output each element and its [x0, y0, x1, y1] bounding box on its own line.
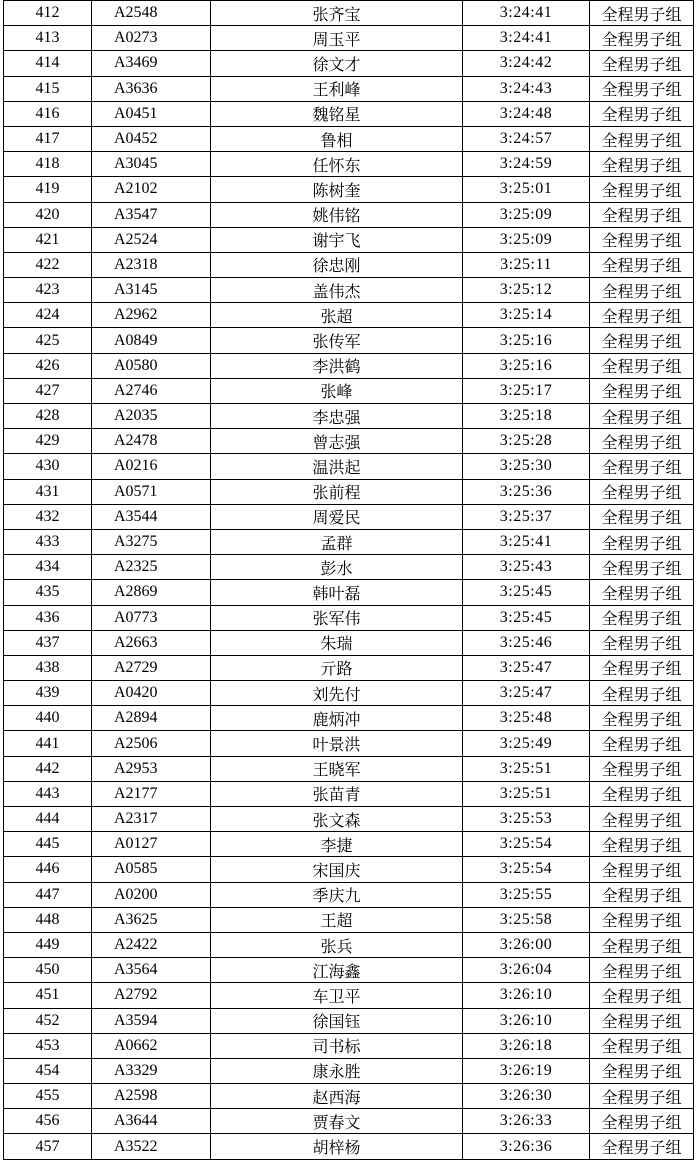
rank-cell: 417	[4, 126, 92, 151]
table-row	[4, 429, 694, 454]
finish-time-cell: 3:25:47	[463, 655, 590, 680]
runner-name-cell: 王利峰	[211, 76, 463, 101]
table-row	[4, 303, 694, 328]
table-row	[4, 328, 694, 353]
runner-name-cell: 谢宇飞	[211, 227, 463, 252]
category-cell: 全程男子组	[590, 303, 694, 328]
rank-cell: 433	[4, 529, 92, 554]
rank-cell: 453	[4, 1033, 92, 1058]
table-row	[4, 1109, 694, 1134]
table-row	[4, 630, 694, 655]
finish-time-cell: 3:25:54	[463, 857, 590, 882]
rank-cell: 421	[4, 227, 92, 252]
category-cell: 全程男子组	[590, 51, 694, 76]
runner-name-cell: 亓路	[211, 655, 463, 680]
bib-number-cell: A2598	[92, 1084, 211, 1109]
table-row	[4, 529, 694, 554]
table-row	[4, 1058, 694, 1083]
rank-cell: 452	[4, 1008, 92, 1033]
finish-time-cell: 3:26:04	[463, 958, 590, 983]
runner-name-cell: 周爱民	[211, 504, 463, 529]
rank-cell: 430	[4, 454, 92, 479]
category-cell: 全程男子组	[590, 353, 694, 378]
runner-name-cell: 赵西海	[211, 1084, 463, 1109]
table-row	[4, 177, 694, 202]
table-row	[4, 504, 694, 529]
rank-cell: 447	[4, 882, 92, 907]
bib-number-cell: A2478	[92, 429, 211, 454]
category-cell: 全程男子组	[590, 857, 694, 882]
rank-cell: 455	[4, 1084, 92, 1109]
runner-name-cell: 康永胜	[211, 1058, 463, 1083]
bib-number-cell: A3469	[92, 51, 211, 76]
rank-cell: 420	[4, 202, 92, 227]
bib-number-cell: A0200	[92, 882, 211, 907]
rank-cell: 425	[4, 328, 92, 353]
runner-name-cell: 王晓军	[211, 756, 463, 781]
bib-number-cell: A0662	[92, 1033, 211, 1058]
bib-number-cell: A2317	[92, 807, 211, 832]
category-cell: 全程男子组	[590, 630, 694, 655]
runner-name-cell: 张峰	[211, 378, 463, 403]
finish-time-cell: 3:25:51	[463, 756, 590, 781]
runner-name-cell: 胡梓杨	[211, 1134, 463, 1159]
runner-name-cell: 周玉平	[211, 26, 463, 51]
finish-time-cell: 3:25:46	[463, 630, 590, 655]
category-cell: 全程男子组	[590, 252, 694, 277]
finish-time-cell: 3:25:28	[463, 429, 590, 454]
runner-name-cell: 李捷	[211, 832, 463, 857]
runner-name-cell: 张超	[211, 303, 463, 328]
category-cell: 全程男子组	[590, 529, 694, 554]
finish-time-cell: 3:24:43	[463, 76, 590, 101]
finish-time-cell: 3:25:18	[463, 404, 590, 429]
category-cell: 全程男子组	[590, 328, 694, 353]
category-cell: 全程男子组	[590, 177, 694, 202]
finish-time-cell: 3:25:49	[463, 731, 590, 756]
category-cell: 全程男子组	[590, 454, 694, 479]
runner-name-cell: 魏铭星	[211, 101, 463, 126]
table-row	[4, 555, 694, 580]
runner-name-cell: 张前程	[211, 479, 463, 504]
finish-time-cell: 3:25:14	[463, 303, 590, 328]
finish-time-cell: 3:25:09	[463, 202, 590, 227]
finish-time-cell: 3:24:41	[463, 26, 590, 51]
bib-number-cell: A2325	[92, 555, 211, 580]
table-row	[4, 1033, 694, 1058]
runner-name-cell: 李忠强	[211, 404, 463, 429]
finish-time-cell: 3:25:48	[463, 706, 590, 731]
runner-name-cell: 王超	[211, 907, 463, 932]
bib-number-cell: A2506	[92, 731, 211, 756]
category-cell: 全程男子组	[590, 555, 694, 580]
table-row	[4, 983, 694, 1008]
bib-number-cell: A2953	[92, 756, 211, 781]
bib-number-cell: A0571	[92, 479, 211, 504]
finish-time-cell: 3:26:00	[463, 932, 590, 957]
finish-time-cell: 3:24:48	[463, 101, 590, 126]
runner-name-cell: 孟群	[211, 529, 463, 554]
table-row	[4, 781, 694, 806]
category-cell: 全程男子组	[590, 1008, 694, 1033]
rank-cell: 441	[4, 731, 92, 756]
rank-cell: 454	[4, 1058, 92, 1083]
bib-number-cell: A0452	[92, 126, 211, 151]
category-cell: 全程男子组	[590, 504, 694, 529]
category-cell: 全程男子组	[590, 655, 694, 680]
finish-time-cell: 3:25:45	[463, 605, 590, 630]
rank-cell: 434	[4, 555, 92, 580]
category-cell: 全程男子组	[590, 1134, 694, 1159]
category-cell: 全程男子组	[590, 832, 694, 857]
category-cell: 全程男子组	[590, 1058, 694, 1083]
bib-number-cell: A0585	[92, 857, 211, 882]
table-row	[4, 580, 694, 605]
rank-cell: 456	[4, 1109, 92, 1134]
finish-time-cell: 3:25:45	[463, 580, 590, 605]
table-row	[4, 26, 694, 51]
rank-cell: 416	[4, 101, 92, 126]
runner-name-cell: 江海鑫	[211, 958, 463, 983]
finish-time-cell: 3:26:33	[463, 1109, 590, 1134]
finish-time-cell: 3:26:19	[463, 1058, 590, 1083]
rank-cell: 445	[4, 832, 92, 857]
finish-time-cell: 3:26:30	[463, 1084, 590, 1109]
table-row	[4, 479, 694, 504]
runner-name-cell: 朱瑞	[211, 630, 463, 655]
runner-name-cell: 贾春文	[211, 1109, 463, 1134]
table-row	[4, 932, 694, 957]
rank-cell: 423	[4, 278, 92, 303]
bib-number-cell: A2746	[92, 378, 211, 403]
runner-name-cell: 李洪鹤	[211, 353, 463, 378]
category-cell: 全程男子组	[590, 807, 694, 832]
runner-name-cell: 季庆九	[211, 882, 463, 907]
rank-cell: 428	[4, 404, 92, 429]
bib-number-cell: A2729	[92, 655, 211, 680]
bib-number-cell: A0420	[92, 681, 211, 706]
table-row	[4, 152, 694, 177]
bib-number-cell: A3547	[92, 202, 211, 227]
table-row	[4, 76, 694, 101]
table-row	[4, 1134, 694, 1159]
runner-name-cell: 张传军	[211, 328, 463, 353]
rank-cell: 431	[4, 479, 92, 504]
category-cell: 全程男子组	[590, 101, 694, 126]
category-cell: 全程男子组	[590, 202, 694, 227]
bib-number-cell: A0580	[92, 353, 211, 378]
bib-number-cell: A2962	[92, 303, 211, 328]
runner-name-cell: 宋国庆	[211, 857, 463, 882]
finish-time-cell: 3:25:12	[463, 278, 590, 303]
runner-name-cell: 司书标	[211, 1033, 463, 1058]
finish-time-cell: 3:24:41	[463, 1, 590, 26]
rank-cell: 432	[4, 504, 92, 529]
runner-name-cell: 张文森	[211, 807, 463, 832]
category-cell: 全程男子组	[590, 882, 694, 907]
table-row	[4, 857, 694, 882]
finish-time-cell: 3:25:09	[463, 227, 590, 252]
results-table-body	[4, 1, 694, 1160]
category-cell: 全程男子组	[590, 706, 694, 731]
rank-cell: 440	[4, 706, 92, 731]
finish-time-cell: 3:25:54	[463, 832, 590, 857]
runner-name-cell: 徐文才	[211, 51, 463, 76]
bib-number-cell: A3564	[92, 958, 211, 983]
rank-cell: 412	[4, 1, 92, 26]
bib-number-cell: A0849	[92, 328, 211, 353]
category-cell: 全程男子组	[590, 731, 694, 756]
runner-name-cell: 姚伟铭	[211, 202, 463, 227]
table-row	[4, 252, 694, 277]
table-row	[4, 681, 694, 706]
category-cell: 全程男子组	[590, 378, 694, 403]
bib-number-cell: A3522	[92, 1134, 211, 1159]
finish-time-cell: 3:25:55	[463, 882, 590, 907]
finish-time-cell: 3:25:36	[463, 479, 590, 504]
bib-number-cell: A0127	[92, 832, 211, 857]
table-row	[4, 202, 694, 227]
finish-time-cell: 3:24:57	[463, 126, 590, 151]
category-cell: 全程男子组	[590, 1, 694, 26]
finish-time-cell: 3:26:36	[463, 1134, 590, 1159]
runner-name-cell: 陈树奎	[211, 177, 463, 202]
category-cell: 全程男子组	[590, 76, 694, 101]
bib-number-cell: A3625	[92, 907, 211, 932]
bib-number-cell: A2318	[92, 252, 211, 277]
table-row	[4, 907, 694, 932]
category-cell: 全程男子组	[590, 479, 694, 504]
table-row	[4, 807, 694, 832]
category-cell: 全程男子组	[590, 278, 694, 303]
results-table	[3, 0, 694, 1160]
runner-name-cell: 张齐宝	[211, 1, 463, 26]
rank-cell: 424	[4, 303, 92, 328]
finish-time-cell: 3:26:10	[463, 983, 590, 1008]
table-row	[4, 1008, 694, 1033]
runner-name-cell: 叶景洪	[211, 731, 463, 756]
finish-time-cell: 3:25:51	[463, 781, 590, 806]
rank-cell: 439	[4, 681, 92, 706]
category-cell: 全程男子组	[590, 1109, 694, 1134]
rank-cell: 418	[4, 152, 92, 177]
runner-name-cell: 张军伟	[211, 605, 463, 630]
bib-number-cell: A0773	[92, 605, 211, 630]
finish-time-cell: 3:25:30	[463, 454, 590, 479]
category-cell: 全程男子组	[590, 404, 694, 429]
rank-cell: 448	[4, 907, 92, 932]
bib-number-cell: A2035	[92, 404, 211, 429]
table-row	[4, 101, 694, 126]
rank-cell: 427	[4, 378, 92, 403]
finish-time-cell: 3:25:11	[463, 252, 590, 277]
finish-time-cell: 3:24:59	[463, 152, 590, 177]
category-cell: 全程男子组	[590, 781, 694, 806]
bib-number-cell: A2548	[92, 1, 211, 26]
table-row	[4, 454, 694, 479]
category-cell: 全程男子组	[590, 26, 694, 51]
rank-cell: 451	[4, 983, 92, 1008]
finish-time-cell: 3:25:53	[463, 807, 590, 832]
table-row	[4, 756, 694, 781]
runner-name-cell: 彭水	[211, 555, 463, 580]
table-row	[4, 655, 694, 680]
finish-time-cell: 3:25:17	[463, 378, 590, 403]
runner-name-cell: 徐国钰	[211, 1008, 463, 1033]
finish-time-cell: 3:25:41	[463, 529, 590, 554]
rank-cell: 438	[4, 655, 92, 680]
table-row	[4, 51, 694, 76]
rank-cell: 446	[4, 857, 92, 882]
bib-number-cell: A3045	[92, 152, 211, 177]
runner-name-cell: 曾志强	[211, 429, 463, 454]
runner-name-cell: 盖伟杰	[211, 278, 463, 303]
bib-number-cell: A2894	[92, 706, 211, 731]
category-cell: 全程男子组	[590, 681, 694, 706]
runner-name-cell: 徐忠刚	[211, 252, 463, 277]
finish-time-cell: 3:26:10	[463, 1008, 590, 1033]
category-cell: 全程男子组	[590, 907, 694, 932]
table-row	[4, 882, 694, 907]
rank-cell: 413	[4, 26, 92, 51]
bib-number-cell: A0451	[92, 101, 211, 126]
category-cell: 全程男子组	[590, 756, 694, 781]
table-row	[4, 1084, 694, 1109]
rank-cell: 436	[4, 605, 92, 630]
runner-name-cell: 鲁相	[211, 126, 463, 151]
finish-time-cell: 3:25:01	[463, 177, 590, 202]
bib-number-cell: A2524	[92, 227, 211, 252]
rank-cell: 422	[4, 252, 92, 277]
runner-name-cell: 韩叶磊	[211, 580, 463, 605]
bib-number-cell: A3275	[92, 529, 211, 554]
category-cell: 全程男子组	[590, 1033, 694, 1058]
rank-cell: 442	[4, 756, 92, 781]
finish-time-cell: 3:25:16	[463, 328, 590, 353]
bib-number-cell: A0273	[92, 26, 211, 51]
category-cell: 全程男子组	[590, 429, 694, 454]
table-row	[4, 404, 694, 429]
rank-cell: 457	[4, 1134, 92, 1159]
bib-number-cell: A2663	[92, 630, 211, 655]
rank-cell: 429	[4, 429, 92, 454]
runner-name-cell: 车卫平	[211, 983, 463, 1008]
runner-name-cell: 刘先付	[211, 681, 463, 706]
finish-time-cell: 3:25:58	[463, 907, 590, 932]
rank-cell: 435	[4, 580, 92, 605]
category-cell: 全程男子组	[590, 1084, 694, 1109]
bib-number-cell: A3594	[92, 1008, 211, 1033]
category-cell: 全程男子组	[590, 580, 694, 605]
table-row	[4, 1, 694, 26]
runner-name-cell: 任怀东	[211, 152, 463, 177]
runner-name-cell: 张兵	[211, 932, 463, 957]
rank-cell: 450	[4, 958, 92, 983]
rank-cell: 426	[4, 353, 92, 378]
bib-number-cell: A2869	[92, 580, 211, 605]
category-cell: 全程男子组	[590, 605, 694, 630]
finish-time-cell: 3:26:18	[463, 1033, 590, 1058]
category-cell: 全程男子组	[590, 958, 694, 983]
table-row	[4, 227, 694, 252]
table-row	[4, 378, 694, 403]
category-cell: 全程男子组	[590, 152, 694, 177]
bib-number-cell: A2102	[92, 177, 211, 202]
category-cell: 全程男子组	[590, 983, 694, 1008]
category-cell: 全程男子组	[590, 227, 694, 252]
table-row	[4, 706, 694, 731]
rank-cell: 443	[4, 781, 92, 806]
bib-number-cell: A0216	[92, 454, 211, 479]
finish-time-cell: 3:25:37	[463, 504, 590, 529]
rank-cell: 415	[4, 76, 92, 101]
rank-cell: 444	[4, 807, 92, 832]
finish-time-cell: 3:25:47	[463, 681, 590, 706]
finish-time-cell: 3:25:16	[463, 353, 590, 378]
table-row	[4, 126, 694, 151]
runner-name-cell: 鹿炳冲	[211, 706, 463, 731]
bib-number-cell: A3644	[92, 1109, 211, 1134]
table-row	[4, 278, 694, 303]
table-row	[4, 353, 694, 378]
bib-number-cell: A2177	[92, 781, 211, 806]
rank-cell: 419	[4, 177, 92, 202]
category-cell: 全程男子组	[590, 126, 694, 151]
table-row	[4, 731, 694, 756]
finish-time-cell: 3:24:42	[463, 51, 590, 76]
rank-cell: 437	[4, 630, 92, 655]
bib-number-cell: A2792	[92, 983, 211, 1008]
rank-cell: 414	[4, 51, 92, 76]
bib-number-cell: A3544	[92, 504, 211, 529]
table-row	[4, 605, 694, 630]
table-row	[4, 832, 694, 857]
bib-number-cell: A3636	[92, 76, 211, 101]
bib-number-cell: A3329	[92, 1058, 211, 1083]
bib-number-cell: A2422	[92, 932, 211, 957]
runner-name-cell: 温洪起	[211, 454, 463, 479]
category-cell: 全程男子组	[590, 932, 694, 957]
runner-name-cell: 张苗青	[211, 781, 463, 806]
bib-number-cell: A3145	[92, 278, 211, 303]
rank-cell: 449	[4, 932, 92, 957]
table-row	[4, 958, 694, 983]
finish-time-cell: 3:25:43	[463, 555, 590, 580]
